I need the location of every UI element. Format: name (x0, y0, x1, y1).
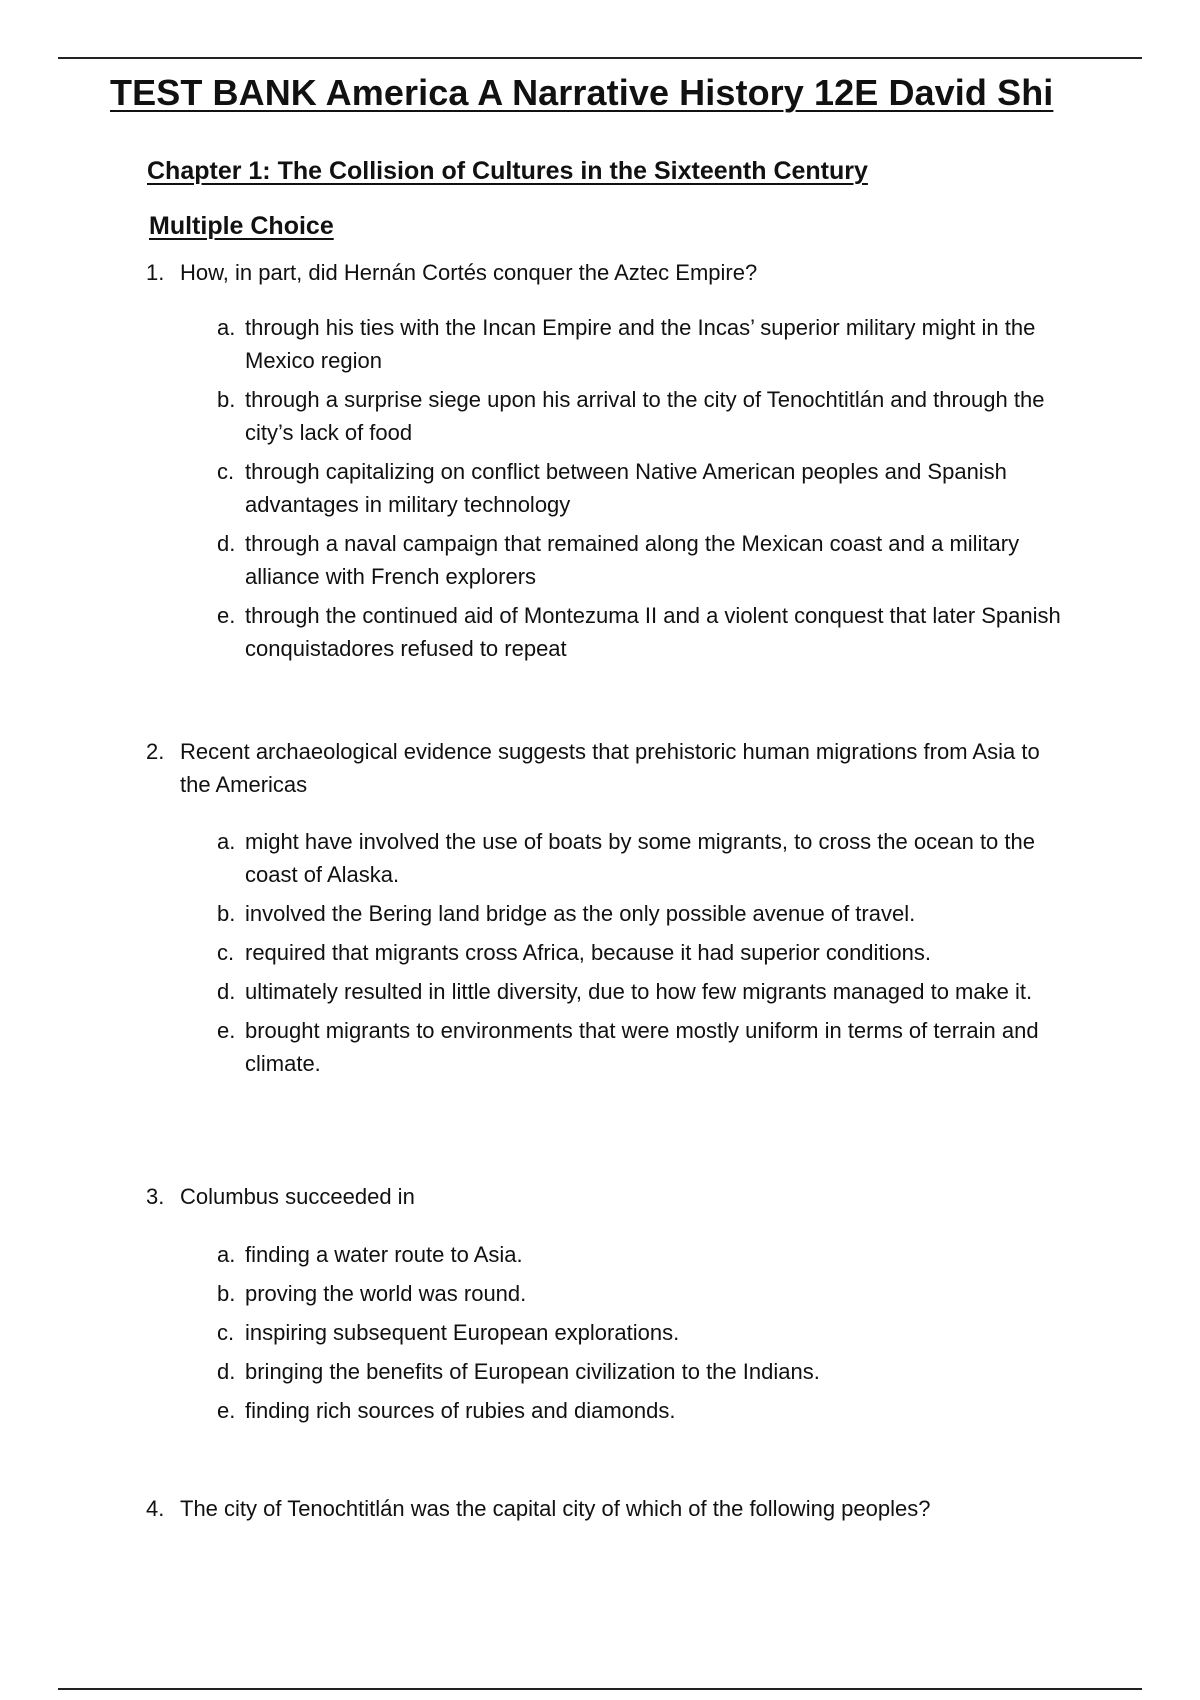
choice-text: through the continued aid of Montezuma II and a violent conquest that later Spanish conquistadores refused to repeat (245, 603, 1061, 661)
choice-text: through a naval campaign that remained along the Mexican coast and a military alliance with French explorers (245, 531, 1020, 589)
question-text: The city of Tenochtitlán was the capital city of which of the following peoples? (180, 1496, 931, 1521)
question-1-stem (146, 256, 1076, 289)
choice-letter: b. (217, 387, 236, 412)
top-divider (58, 57, 1142, 59)
choice-text: required that migrants cross Africa, because it had superior conditions. (245, 940, 932, 965)
choice-item (217, 455, 1067, 521)
choice-text: inspiring subsequent European explorations. (245, 1320, 680, 1345)
question-number: 4. (146, 1496, 165, 1521)
choice-letter: c. (217, 459, 235, 484)
question-1-choices (217, 311, 1067, 671)
choice-text: might have involved the use of boats by some migrants, to cross the ocean to the coast of Alaska. (245, 829, 1035, 887)
question-4-stem (146, 1492, 1076, 1525)
chapter-title: Chapter 1: The Collision of Cultures in the Sixteenth Century (147, 157, 868, 185)
choice-text: through capitalizing on conflict between Native American peoples and Spanish advantages in military technology (245, 459, 1007, 517)
section-title: Multiple Choice (149, 212, 334, 240)
choice-letter: d. (217, 1359, 236, 1384)
choice-item (217, 311, 1067, 377)
choice-letter: a. (217, 1242, 236, 1267)
choice-letter: e. (217, 603, 236, 628)
choice-item (217, 1238, 1067, 1271)
choice-letter: c. (217, 940, 235, 965)
choice-text: through his ties with the Incan Empire and the Incas’ superior military might in the Mexico region (245, 315, 1036, 373)
choice-letter: b. (217, 901, 236, 926)
question-number: 3. (146, 1184, 165, 1209)
choice-item (217, 897, 1067, 930)
choice-letter: d. (217, 979, 236, 1004)
question-2-stem (146, 735, 1076, 801)
choice-item (217, 527, 1067, 593)
choice-letter: e. (217, 1398, 236, 1423)
choice-letter: b. (217, 1281, 236, 1306)
document-title: TEST BANK America A Narrative History 12E David Shi (110, 72, 1054, 113)
choice-text: bringing the benefits of European civilization to the Indians. (245, 1359, 820, 1384)
choice-item (217, 1014, 1067, 1080)
bottom-divider (58, 1688, 1142, 1690)
choice-text: involved the Bering land bridge as the only possible avenue of travel. (245, 901, 916, 926)
question-text: Recent archaeological evidence suggests that prehistoric human migrations from Asia to the Americas (180, 739, 1040, 797)
choice-text: proving the world was round. (245, 1281, 527, 1306)
choice-text: ultimately resulted in little diversity, due to how few migrants managed to make it. (245, 979, 1033, 1004)
question-3-stem (146, 1180, 1076, 1213)
choice-item (217, 936, 1067, 969)
question-number: 2. (146, 739, 165, 764)
choice-item (217, 1355, 1067, 1388)
choice-item (217, 599, 1067, 665)
choice-letter: a. (217, 829, 236, 854)
question-2-choices (217, 825, 1067, 1086)
question-text: How, in part, did Hernán Cortés conquer the Aztec Empire? (180, 260, 758, 285)
choice-item (217, 383, 1067, 449)
choice-letter: d. (217, 531, 236, 556)
choice-letter: a. (217, 315, 236, 340)
question-3-choices (217, 1238, 1067, 1433)
choice-text: finding rich sources of rubies and diamonds. (245, 1398, 676, 1423)
choice-item (217, 1316, 1067, 1349)
choice-item (217, 1277, 1067, 1310)
choice-letter: c. (217, 1320, 235, 1345)
choice-item (217, 825, 1067, 891)
question-text: Columbus succeeded in (180, 1184, 415, 1209)
choice-text: finding a water route to Asia. (245, 1242, 523, 1267)
choice-text: through a surprise siege upon his arrival to the city of Tenochtitlán and through the city’s lack of food (245, 387, 1045, 445)
question-number: 1. (146, 260, 165, 285)
choice-letter: e. (217, 1018, 236, 1043)
choice-text: brought migrants to environments that were mostly uniform in terms of terrain and climate. (245, 1018, 1039, 1076)
choice-item (217, 1394, 1067, 1427)
choice-item (217, 975, 1067, 1008)
